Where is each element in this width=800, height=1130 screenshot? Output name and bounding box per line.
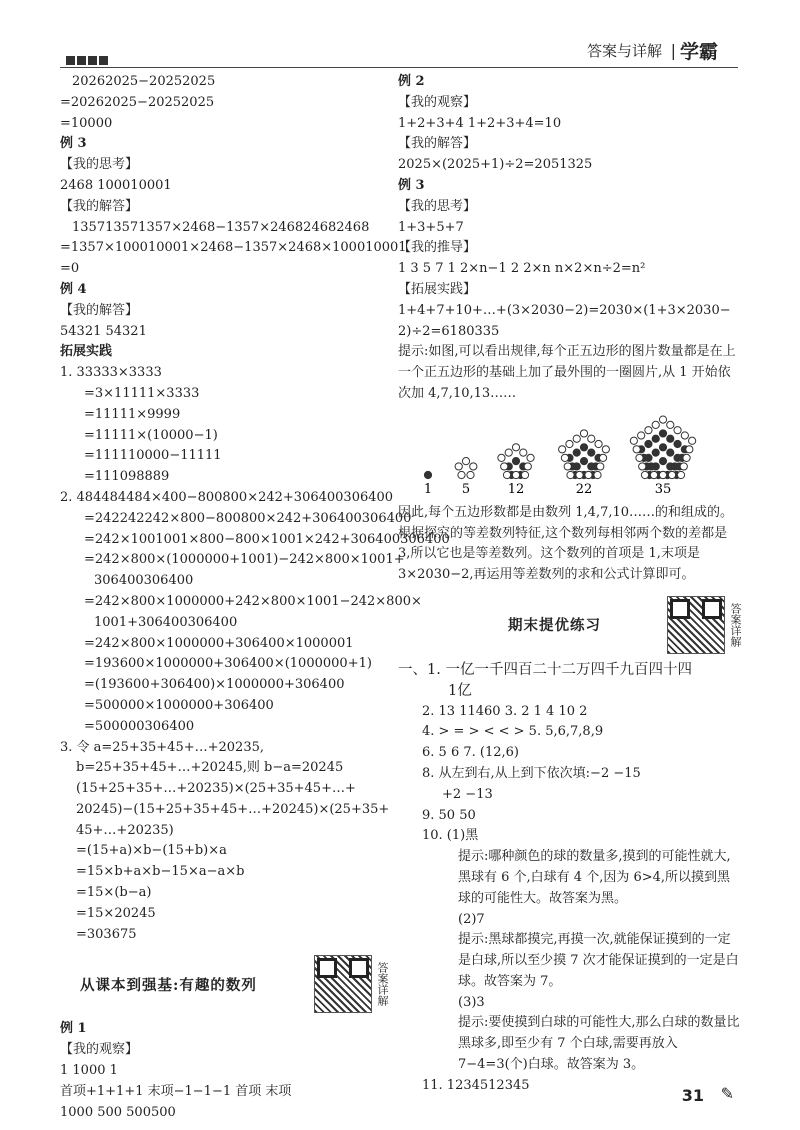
page-number: 31 bbox=[681, 1086, 704, 1105]
answer-label: 【我的解答】 bbox=[60, 302, 139, 318]
calc-line: =10000 bbox=[60, 115, 113, 131]
calc-line: =20262025−20252025 bbox=[60, 94, 215, 110]
qr-label: 答案详解 bbox=[376, 962, 389, 1007]
observe-line: 1000 500 500500 bbox=[60, 1104, 176, 1120]
answer-label: 【我的解答】 bbox=[60, 198, 139, 214]
section-header bbox=[398, 596, 743, 654]
figure-label: 12 bbox=[507, 481, 525, 497]
brand-logo: 学霸 bbox=[679, 41, 718, 63]
calc-line: 135713571357×2468−1357×246824682468 bbox=[72, 219, 370, 235]
figure-dot bbox=[659, 416, 666, 423]
figure-dot bbox=[645, 440, 652, 447]
example-3-title: 例 3 bbox=[398, 177, 425, 193]
figure-label: 35 bbox=[654, 481, 672, 497]
figure-dot bbox=[638, 432, 645, 439]
calc-line: =(15+a)×b−(15+b)×a bbox=[76, 843, 227, 859]
hint-text: 提示:如图,可以看出规律,每个正五边形的图片数量都是在上一个正五边形的基础上加了最外围的一圈圆片,从 1 开始依次加 4,7,10,13…… bbox=[398, 344, 736, 401]
calc-line: =242×1001001×800−800×1001×242+306400306400 bbox=[84, 531, 450, 547]
qr-block bbox=[314, 955, 390, 1013]
calc-line: =242242242×800−800800×242+306400306400 bbox=[84, 510, 412, 526]
figure-dot bbox=[659, 471, 666, 478]
answer-line: 9. 50 50 bbox=[422, 807, 476, 823]
calc-line: =303675 bbox=[76, 926, 137, 942]
figure-dot bbox=[641, 471, 648, 478]
header-title: 答案与详解 bbox=[586, 42, 662, 60]
hint-text: 提示:黑球都摸完,再摸一次,就能保证摸到的一定是白球,所以至少摸 7 次才能保证摸到的一定是白球。故答案为 7。 bbox=[458, 932, 739, 989]
calc-line: =15×20245 bbox=[76, 905, 156, 921]
observe-line: 1 1000 1 bbox=[60, 1063, 118, 1079]
figure-dot bbox=[559, 445, 566, 452]
figure-label: 5 bbox=[461, 481, 471, 497]
figure-dot bbox=[573, 449, 580, 456]
calc-line: =0 bbox=[60, 261, 80, 277]
answer-line: 11. 1234512345 bbox=[422, 1077, 530, 1093]
figure-dot bbox=[595, 440, 602, 447]
section-header bbox=[60, 955, 390, 1013]
calc-line: =500000×1000000+306400 bbox=[84, 697, 274, 713]
figure-dot bbox=[470, 463, 477, 470]
calc-line: 1001+306400306400 bbox=[94, 614, 238, 630]
hint-text: 提示:哪种颜色的球的数量多,摸到的可能性就大,黑球有 6 个,白球有 4 个,因为 6>4,所以摸到黑球的可能性大。故答案为黑。 bbox=[458, 849, 731, 906]
answer-text: 54321 54321 bbox=[60, 323, 147, 339]
header-separator: | bbox=[670, 41, 676, 60]
example-2-title: 例 2 bbox=[398, 74, 425, 89]
figure-dot bbox=[602, 445, 609, 452]
calc-line: 1+4+7+10+…+(3×2030−2)=2030×(1+3×2030− bbox=[398, 302, 731, 318]
figure-dot bbox=[674, 440, 681, 447]
calc-line: =11111×9999 bbox=[84, 406, 181, 422]
figure-dot bbox=[566, 440, 573, 447]
figure-dot bbox=[467, 471, 474, 478]
right-column bbox=[398, 72, 743, 1097]
header-rule bbox=[60, 67, 738, 68]
calc-line: 20245)−(15+25+35+45+…+20245)×(25+35+ bbox=[76, 801, 390, 817]
pencil-icon: ✎ bbox=[720, 1084, 734, 1103]
figure-dot bbox=[659, 443, 666, 450]
figure-dot bbox=[424, 471, 431, 478]
calc-line: =242×800×(1000000+1001)−242×800×1001+ bbox=[84, 552, 405, 568]
think-answer: 1+3+5+7 bbox=[398, 219, 464, 235]
figure-dot bbox=[630, 437, 637, 444]
figure-dot bbox=[585, 471, 592, 478]
calc-line: 2. 484484484×400−800800×242+306400306400 bbox=[60, 489, 394, 505]
figure-dot bbox=[512, 457, 519, 464]
answer-line: 10. (1)黑 bbox=[422, 828, 479, 844]
figure-dot bbox=[567, 471, 574, 478]
calc-line: (15+25+35+…+20235)×(25+35+45+…+ bbox=[76, 781, 356, 797]
figure-dot bbox=[524, 463, 531, 470]
observe-line: 1+2+3+4 1+2+3+4=10 bbox=[398, 115, 562, 131]
example-4-title: 例 4 bbox=[60, 281, 87, 297]
answer-line: 一、1. 一亿一千四百二十二万四千九百四十四 bbox=[398, 661, 692, 678]
derive-line: 1 3 5 7 1 2×n−1 2 2×n n×2×n÷2=n² bbox=[398, 261, 646, 277]
figure-dot bbox=[652, 449, 659, 456]
figure-dot bbox=[639, 463, 646, 470]
figure-dot bbox=[561, 454, 568, 461]
calc-line: 20262025−20252025 bbox=[72, 74, 216, 89]
figure-dot bbox=[580, 430, 587, 437]
figure-dot bbox=[588, 435, 595, 442]
calc-line: =242×800×1000000+306400×1000001 bbox=[84, 635, 354, 651]
qr-label: 答案详解 bbox=[729, 602, 742, 647]
calc-line: b=25+35+45+…+20245,则 b−a=20245 bbox=[76, 760, 344, 776]
calc-line: 45+…+20235) bbox=[76, 822, 174, 838]
calc-line: =15×(b−a) bbox=[76, 885, 152, 901]
observe-line: 首项+1+1+1 末项−1−1−1 首项 末项 bbox=[60, 1083, 292, 1099]
qr-code[interactable] bbox=[667, 596, 725, 654]
figure-dot bbox=[689, 437, 696, 444]
figure-dot bbox=[659, 430, 666, 437]
figure-dot bbox=[645, 426, 652, 433]
figure-dot bbox=[576, 471, 583, 478]
hint-text: 提示:要使摸到白球的可能性大,那么白球的数量比黑球多,即至少有 7 个白球,需要再放入 7−4=3(个)白球。故答案为 3。 bbox=[458, 1015, 740, 1073]
calc-line: =111098889 bbox=[84, 469, 170, 485]
example-3-title: 例 3 bbox=[60, 136, 87, 152]
answer-line: +2 −13 bbox=[442, 786, 493, 802]
figure-label: 1 bbox=[423, 481, 433, 497]
figure-dot bbox=[667, 449, 674, 456]
figure-dot bbox=[667, 421, 674, 428]
figure-dot bbox=[652, 421, 659, 428]
figure-dot bbox=[458, 471, 465, 478]
figure-dot bbox=[588, 449, 595, 456]
figure-dot bbox=[594, 471, 601, 478]
figure-dot bbox=[573, 435, 580, 442]
figure-dot bbox=[462, 457, 469, 464]
derive-label: 【我的推导】 bbox=[398, 240, 477, 256]
figure-dot bbox=[503, 471, 510, 478]
observe-label: 【我的观察】 bbox=[60, 1042, 139, 1058]
calc-line: =1357×100010001×2468−1357×2468×100010001 bbox=[60, 240, 407, 256]
calc-line: 3. 令 a=25+35+45+…+20235, bbox=[60, 739, 264, 755]
sub-answer: (3)3 bbox=[458, 994, 485, 1010]
calc-line: =193600×1000000+306400×(1000000+1) bbox=[84, 656, 372, 672]
answer-text: 2025×(2025+1)÷2=2051325 bbox=[398, 157, 593, 173]
calc-line: =(193600+306400)×1000000+306400 bbox=[84, 677, 345, 693]
figure-dot bbox=[667, 435, 674, 442]
qr-block bbox=[667, 596, 743, 654]
figure-dot bbox=[659, 457, 666, 464]
calc-line: =11111×(10000−1) bbox=[84, 427, 218, 443]
calc-line: =242×800×1000000+242×800×1001−242×800× bbox=[84, 593, 422, 609]
figure-dot bbox=[564, 463, 571, 470]
figure-dot bbox=[520, 449, 527, 456]
answer-line: 4. > = > < < > 5. 5,6,7,8,9 bbox=[422, 724, 604, 740]
figure-dot bbox=[512, 471, 519, 478]
figure-dot bbox=[683, 454, 690, 461]
figure-dot bbox=[505, 449, 512, 456]
figure-dot bbox=[681, 432, 688, 439]
calc-line: =111110000−11111 bbox=[84, 448, 222, 464]
calc-line: 2)÷2=6180335 bbox=[398, 323, 500, 339]
calc-line: =500000306400 bbox=[84, 718, 195, 734]
think-label: 【我的思考】 bbox=[60, 157, 139, 173]
pentagonal-numbers-figure bbox=[398, 409, 738, 497]
figure-dot bbox=[599, 454, 606, 461]
figure-dot bbox=[636, 454, 643, 461]
think-label: 【我的思考】 bbox=[398, 198, 477, 214]
answer-line: 2. 13 11460 3. 2 1 4 10 2 bbox=[422, 703, 588, 719]
section-title: 期末提优练习 bbox=[508, 617, 601, 635]
answer-line: 6. 5 6 7. (12,6) bbox=[422, 745, 519, 761]
figure-label: 22 bbox=[575, 481, 593, 497]
figure-dot bbox=[668, 471, 675, 478]
figure-dot bbox=[686, 445, 693, 452]
figure-dot bbox=[674, 426, 681, 433]
figure-dot bbox=[521, 471, 528, 478]
figure-dot bbox=[580, 457, 587, 464]
figure-dot bbox=[650, 471, 657, 478]
extension-title: 拓展实践 bbox=[60, 344, 113, 360]
calc-line: =15×b+a×b−15×a−a×b bbox=[76, 864, 245, 880]
figure-dot bbox=[680, 463, 687, 470]
extension-label: 【拓展实践】 bbox=[398, 281, 477, 297]
figure-dot bbox=[580, 443, 587, 450]
sub-answer: (2)7 bbox=[458, 911, 485, 927]
calc-line: 306400306400 bbox=[94, 573, 194, 589]
answer-label: 【我的解答】 bbox=[398, 136, 477, 152]
figure-dot bbox=[455, 463, 462, 470]
figure-dot bbox=[633, 445, 640, 452]
figure-dot bbox=[501, 463, 508, 470]
figure-dot bbox=[512, 443, 519, 450]
qr-code[interactable] bbox=[314, 955, 372, 1013]
section-title: 从课本到强基:有趣的数列 bbox=[80, 976, 257, 994]
conclusion-text: 因此,每个五边形数都是由数列 1,4,7,10……的和组成的。根据探究的等差数列特征,这个数列每相邻两个数的差都是 3,所以它也是等差数列。这个数列的首项是 1,末项是 3×2030−2,再运用等差数列的求和公式计算即可。 bbox=[398, 504, 734, 583]
answer-line: 1亿 bbox=[448, 682, 472, 699]
answer-line: 8. 从左到右,从上到下依次填:−2 −15 bbox=[422, 765, 641, 781]
observe-label: 【我的观察】 bbox=[398, 94, 477, 110]
figure-dot bbox=[677, 471, 684, 478]
think-answer: 2468 100010001 bbox=[60, 177, 172, 193]
calc-line: =3×11111×3333 bbox=[84, 385, 200, 401]
figure-dot bbox=[597, 463, 604, 470]
figure-dot bbox=[527, 454, 534, 461]
calc-line: 1. 33333×3333 bbox=[60, 365, 162, 381]
figure-dot bbox=[652, 435, 659, 442]
figure-dot bbox=[498, 454, 505, 461]
example-1-title: 例 1 bbox=[60, 1021, 87, 1037]
